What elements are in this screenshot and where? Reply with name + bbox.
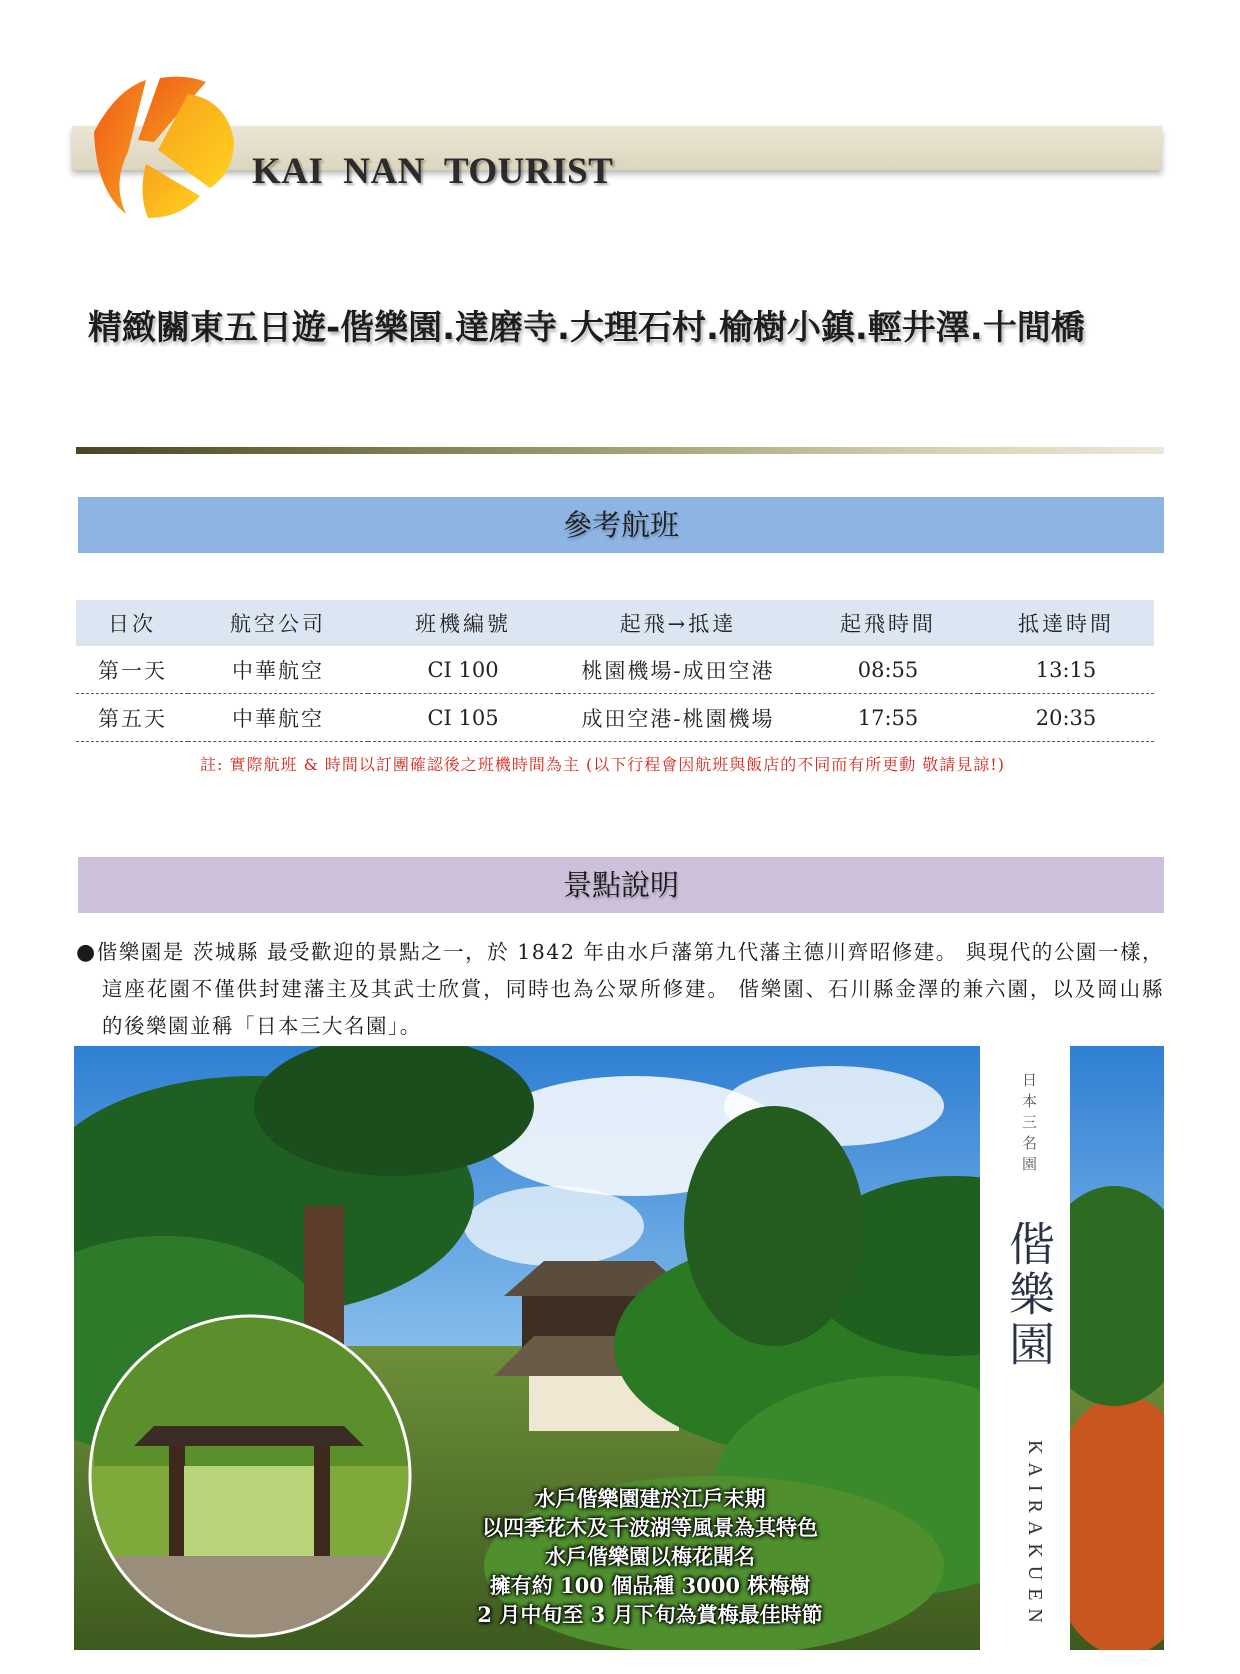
side-subtitle: 日本三名園 bbox=[1020, 1072, 1038, 1177]
departure-time-cell: 17:55 bbox=[798, 694, 978, 742]
column-header: 起飛時間 bbox=[798, 600, 978, 646]
departure-time-cell: 08:55 bbox=[798, 646, 978, 694]
sight-description bbox=[76, 934, 1164, 1045]
table-row bbox=[76, 646, 1154, 694]
airline-cell: 中華航空 bbox=[188, 694, 368, 742]
description-text: 偕樂園是 茨城縣 最受歡迎的景點之一，於 1842 年由水戶藩第九代藩主德川齊昭修建。 與現代的公園一樣，這座花園不僅供封建藩主及其武士欣賞，同時也為公眾所修建。 偕樂園、石川縣金澤的兼六園，以及岡山縣的後樂園並稱「日本三大名園」。 bbox=[96, 940, 1164, 1038]
flight-number-cell: CI 100 bbox=[368, 646, 558, 694]
table-row bbox=[76, 694, 1154, 742]
side-romaji: KAIRAKUEN bbox=[1024, 1440, 1046, 1631]
column-header: 日次 bbox=[76, 600, 188, 646]
route-cell: 成田空港-桃園機場 bbox=[558, 694, 798, 742]
flight-table bbox=[76, 600, 1154, 742]
column-header: 航空公司 bbox=[188, 600, 368, 646]
route-cell: 桃園機場-成田空港 bbox=[558, 646, 798, 694]
column-header: 班機編號 bbox=[368, 600, 558, 646]
caption-line: 水戶偕樂園以梅花聞名 bbox=[545, 1544, 755, 1569]
arrival-time-cell: 20:35 bbox=[978, 694, 1154, 742]
caption-line: 以四季花木及千波湖等風景為其特色 bbox=[482, 1515, 818, 1540]
column-header: 起飛→抵達 bbox=[558, 600, 798, 646]
column-header: 抵達時間 bbox=[978, 600, 1154, 646]
gradient-divider bbox=[76, 447, 1164, 454]
day-cell: 第一天 bbox=[76, 646, 188, 694]
table-header-row bbox=[76, 600, 1154, 646]
flight-number-cell: CI 105 bbox=[368, 694, 558, 742]
caption-line: 擁有約 100 個品種 3000 株梅樹 bbox=[489, 1573, 811, 1598]
kai-nan-logo bbox=[76, 72, 251, 232]
brand-name: KAI NAN TOURIST bbox=[252, 151, 614, 192]
flight-note: 註: 實際航班 & 時間以訂團確認後之班機時間為主 (以下行程會因航班與飯店的不同而有所更動 敬請見諒!) bbox=[200, 755, 1005, 774]
airline-cell: 中華航空 bbox=[188, 646, 368, 694]
caption-line: 水戶偕樂園建於江戶末期 bbox=[534, 1486, 766, 1511]
photo-caption bbox=[430, 1484, 870, 1629]
flight-section-heading: 參考航班 bbox=[78, 497, 1164, 553]
sights-section-heading: 景點說明 bbox=[78, 857, 1164, 913]
tour-title: 精緻關東五日遊-偕樂園.達磨寺.大理石村.榆樹小鎮.輕井澤.十間橋 bbox=[88, 308, 1085, 348]
day-cell: 第五天 bbox=[76, 694, 188, 742]
arrival-time-cell: 13:15 bbox=[978, 646, 1154, 694]
bullet-icon: ● bbox=[76, 940, 97, 965]
caption-line: 2 月中旬至 3 月下旬為賞梅最佳時節 bbox=[477, 1602, 823, 1627]
side-title: 偕樂園 bbox=[1002, 1220, 1056, 1370]
